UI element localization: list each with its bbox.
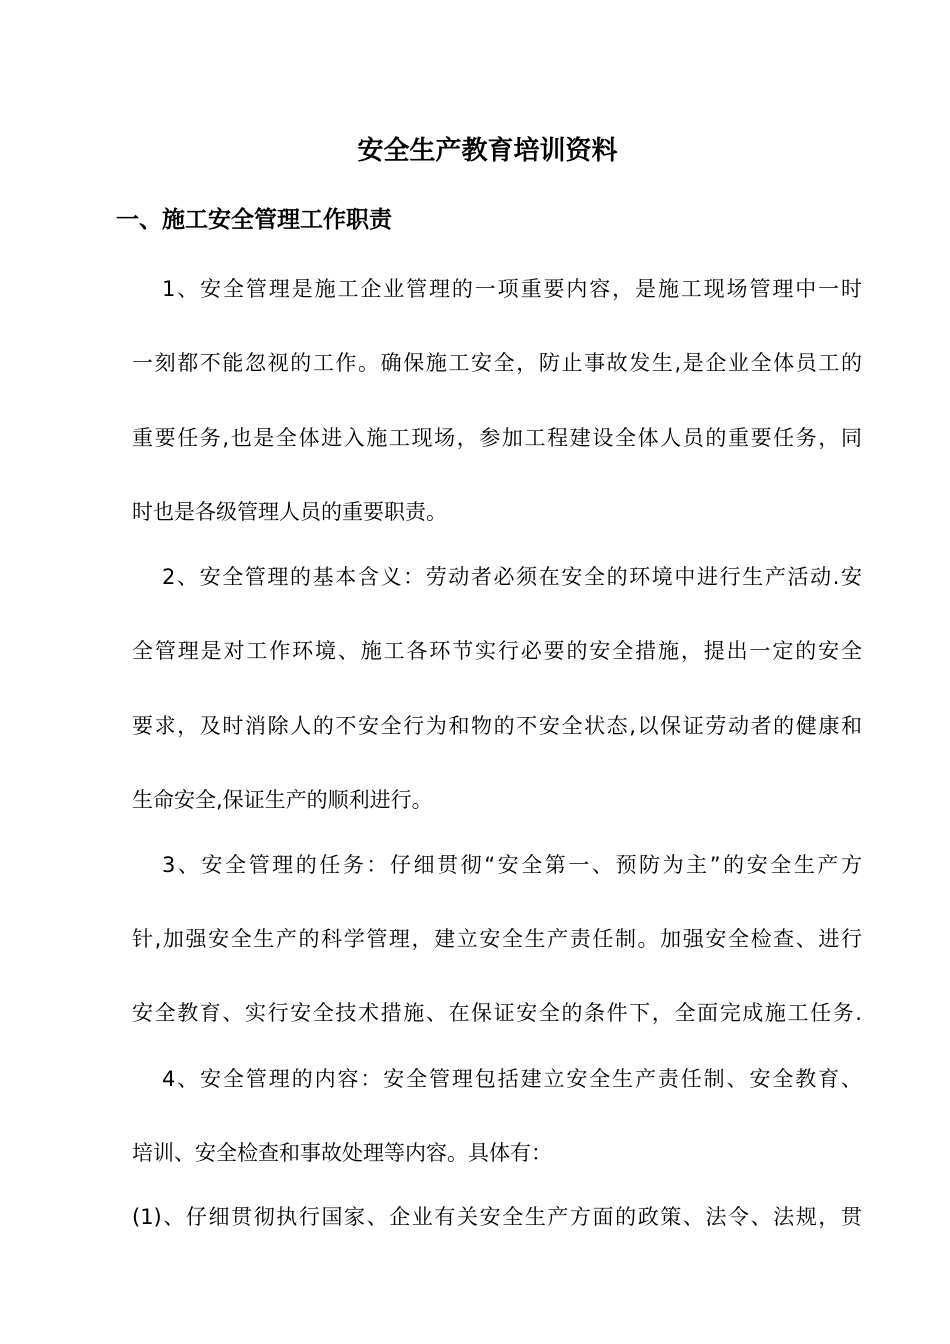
document-title: 安全生产教育培训资料	[357, 136, 618, 166]
paragraph-line: 针,加强安全生产的科学管理，建立安全生产责任制。加强安全检查、进行	[132, 927, 862, 951]
paragraph-line: 3、安全管理的任务：仔细贯彻“安全第一、预防为主”的安全生产方	[162, 853, 862, 877]
section-heading: 一、施工安全管理工作职责	[116, 207, 392, 233]
paragraph-line: 2、安全管理的基本含义：劳动者必须在安全的环境中进行生产活动.安	[162, 565, 862, 589]
paragraph-line: 4、安全管理的内容：安全管理包括建立安全生产责任制、安全教育、	[162, 1067, 862, 1091]
paragraph-line: (1)、仔细贯彻执行国家、企业有关安全生产方面的政策、法令、法规，贯	[132, 1205, 862, 1229]
paragraph-line: 生命安全,保证生产的顺利进行。	[132, 788, 433, 812]
paragraph-line: 全管理是对工作环境、施工各环节实行必要的安全措施，提出一定的安全	[132, 639, 862, 663]
paragraph-line: 重要任务,也是全体进入施工现场，参加工程建设全体人员的重要任务，同	[132, 426, 862, 450]
paragraph-line: 培训、安全检查和事故处理等内容。具体有：	[132, 1141, 552, 1165]
paragraph-line: 安全教育、实行安全技术措施、在保证安全的条件下，全面完成施工任务.	[132, 1001, 862, 1025]
paragraph-line: 要求，及时消除人的不安全行为和物的不安全状态,以保证劳动者的健康和	[132, 714, 862, 738]
paragraph-line: 一刻都不能忽视的工作。确保施工安全，防止事故发生,是企业全体员工的	[132, 351, 862, 375]
paragraph-line: 时也是各级管理人员的重要职责。	[132, 500, 447, 524]
paragraph-line: 1、安全管理是施工企业管理的一项重要内容，是施工现场管理中一时	[162, 277, 862, 301]
